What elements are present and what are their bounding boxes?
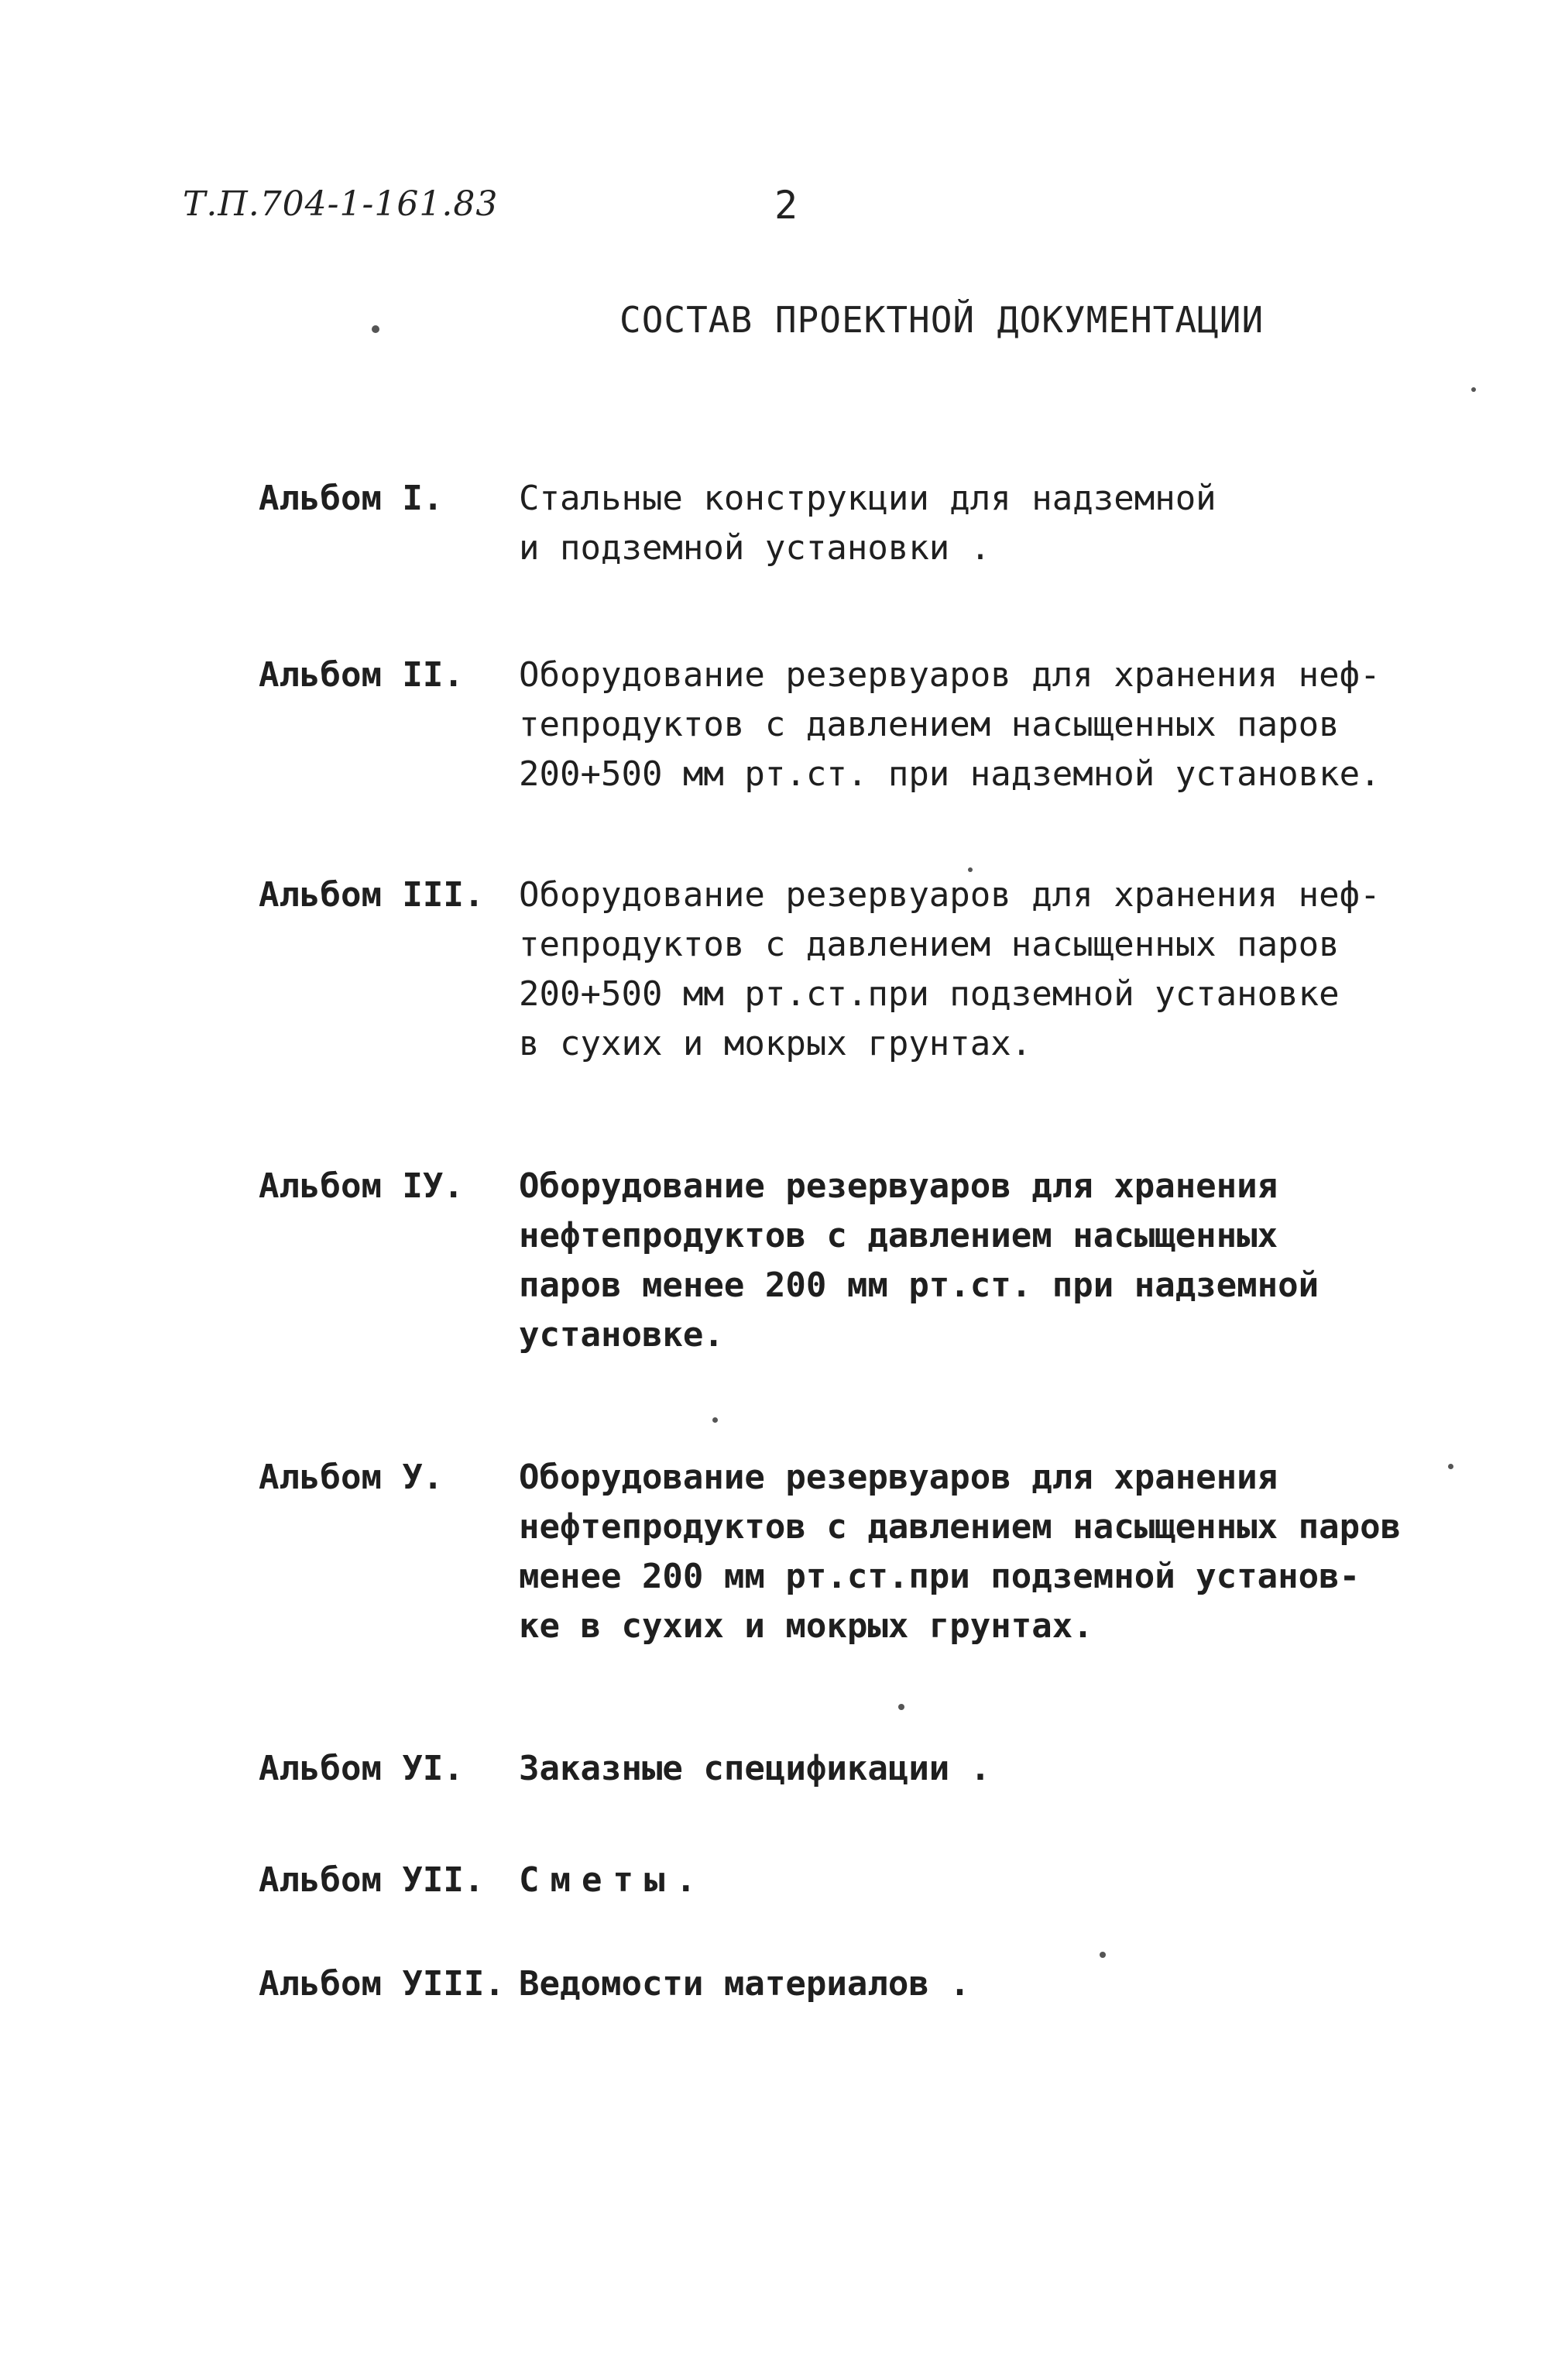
album-label: Альбом II.: [259, 655, 464, 695]
page-number: 2: [774, 183, 798, 228]
scan-speck: [1100, 1952, 1106, 1958]
album-label: Альбом I.: [259, 479, 444, 518]
scan-speck: [712, 1417, 718, 1423]
album-description: Оборудование резервуаров для хранения нефтепродуктов с давлением насыщенных паров менее 200 мм рт.ст.при подземной установ- ке в сухих и мокрых грунтах.: [519, 1458, 1402, 1646]
album-label: Альбом УI.: [259, 1749, 464, 1788]
scan-speck: [372, 325, 379, 333]
album-list: [259, 474, 1405, 2009]
album-description: Ведомости материалов .: [519, 1964, 970, 2004]
album-item-4: [259, 1162, 1405, 1360]
album-description: Оборудование резервуаров для хранения неф- тепродуктов с давлением насыщенных паров 200+500 мм рт.ст. при надземной установке.: [519, 655, 1381, 794]
page-title: СОСТАВ ПРОЕКТНОЙ ДОКУМЕНТАЦИИ: [619, 299, 1265, 341]
album-label: Альбом III.: [259, 875, 485, 915]
album-item-3: [259, 871, 1405, 1069]
scan-speck: [898, 1704, 904, 1710]
scan-speck: [968, 867, 973, 872]
album-item-5: [259, 1453, 1405, 1651]
scan-speck: [1448, 1464, 1453, 1469]
album-item-1: [259, 474, 1405, 573]
album-label: Альбом У.: [259, 1458, 444, 1497]
scan-speck: [1471, 387, 1476, 392]
album-item-2: [259, 651, 1405, 799]
album-item-6: [259, 1744, 1405, 1794]
document-code: Т.П.704-1-161.83: [183, 184, 499, 224]
album-label: Альбом УIII.: [259, 1964, 505, 2004]
album-description: Оборудование резервуаров для хранения нефтепродуктов с давлением насыщенных паров менее 200 мм рт.ст. при надземной установке.: [519, 1166, 1319, 1355]
album-description: Оборудование резервуаров для хранения неф- тепродуктов с давлением насыщенных паров 200+500 мм рт.ст.при подземной установке в сухих и мокрых грунтах.: [519, 875, 1381, 1063]
album-label: Альбом IУ.: [259, 1166, 464, 1206]
album-description: Стальные конструкции для надземной и подземной установки .: [519, 479, 1217, 568]
album-description: Заказные спецификации .: [519, 1749, 991, 1788]
album-label: Альбом УII.: [259, 1860, 485, 1900]
album-description: Сметы.: [519, 1860, 707, 1900]
album-item-7: [259, 1856, 1405, 1905]
album-item-8: [259, 1959, 1405, 2009]
